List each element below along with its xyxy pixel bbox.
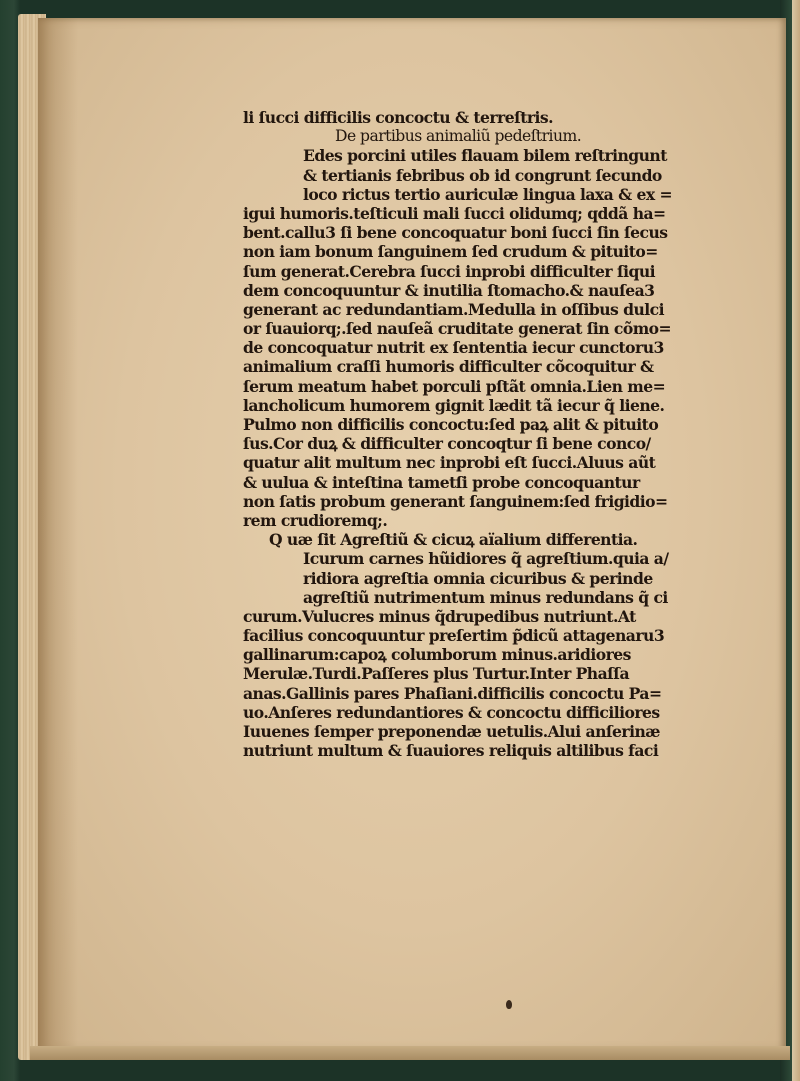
text-line: ſerum meatum habet porculi pſtãt omnia.Lien me= <box>243 376 666 396</box>
text-line: ſum generat.Cerebra ſucci inprobi difficulter ſiqui <box>243 261 655 281</box>
text-line: agreſtiũ nutrimentum minus redundans q̃ ci <box>303 587 668 607</box>
text-line: lancholicum humorem gignit lædit tã iecur q̃ liene. <box>243 395 665 415</box>
text-line: generant ac redundantiam.Medulla in oſſibus dulci <box>243 299 664 319</box>
text-line: li ſucci difficilis concoctu & terreſtris. <box>243 108 554 127</box>
text-line: quatur alit multum nec inprobi eſt ſucci.Aluus aũt <box>243 453 656 473</box>
text-line: non iam bonum ſanguinem ſed crudum & pituito= <box>243 242 658 262</box>
text-line: uo.Anſeres redundantiores & concoctu difficiliores <box>243 702 660 722</box>
section-heading: De partibus animaliũ pedeſtrium. <box>335 127 582 146</box>
text-line: Iuuenes ſemper preponendæ uetulis.Alui anſerinæ <box>243 722 660 741</box>
text-line: de concoquatur nutrit ex ſententia iecur cunctoru3 <box>243 338 664 358</box>
text-line: bent.callu3 ſi bene concoquatur boni ſucci ſin ſecus <box>243 223 668 243</box>
text-line: ridiora agreſtia omnia cicuribus & perinde <box>303 568 653 588</box>
text-line: Pulmo non difficilis concoctu:ſed paꝝ alit & pituito <box>243 415 659 434</box>
ink-spot <box>506 1000 512 1009</box>
text-line: rem crudioremq;. <box>243 510 388 530</box>
text-line: Edes porcini utiles flauam bilem reſtringunt <box>303 146 667 166</box>
text-line: ſus.Cor duꝝ & difficulter concoqtur ſi bene conco/ <box>243 434 651 454</box>
text-line: dem concoquuntur & inutilia ſtomacho.& nauſea3 <box>243 280 655 300</box>
text-line: non ſatis probum generant ſanguinem:ſed frigidio= <box>243 491 668 511</box>
text-line: animalium craſſi humoris difficulter cõcoquitur & <box>243 357 654 377</box>
text-line: & uulua & inteſtina tametſi probe concoquantur <box>243 472 640 492</box>
page-text-block <box>243 108 693 760</box>
text-line: facilius concoquuntur preſertim p̃dicũ attagenaru3 <box>243 626 665 646</box>
text-line: Icurum carnes hũidiores q̃ agreſtium.quia a/ <box>303 549 669 569</box>
text-line: & tertianis febribus ob id congrunt ſecundo <box>303 165 662 185</box>
text-line: loco rictus tertio auriculæ lingua laxa & ex = <box>303 184 673 204</box>
text-line: gallinarum:capoꝝ columborum minus.aridiores <box>243 645 631 665</box>
text-line: anas.Gallinis pares Phaſiani.difficilis concoctu Pa= <box>243 683 662 703</box>
text-line: nutriunt multum & ſuauiores reliquis altilibus faci <box>243 741 659 761</box>
page-bottom-edge <box>30 1046 790 1060</box>
text-line: igui humoris.teſticuli mali ſucci olidumq; qddã ha= <box>243 203 666 223</box>
section-heading: Q uæ ſit Agreſtiũ & cicuꝝ aïalium differentia. <box>269 530 638 550</box>
text-line: Merulæ.Turdi.Paſſeres plus Turtur.Inter Phaſſa <box>243 664 630 684</box>
text-line: curum.Vulucres minus q̃drupedibus nutriunt.At <box>243 606 636 626</box>
text-line: or ſuauiorq;.ſed nauſeã cruditate generat ſin cõmo= <box>243 319 672 339</box>
